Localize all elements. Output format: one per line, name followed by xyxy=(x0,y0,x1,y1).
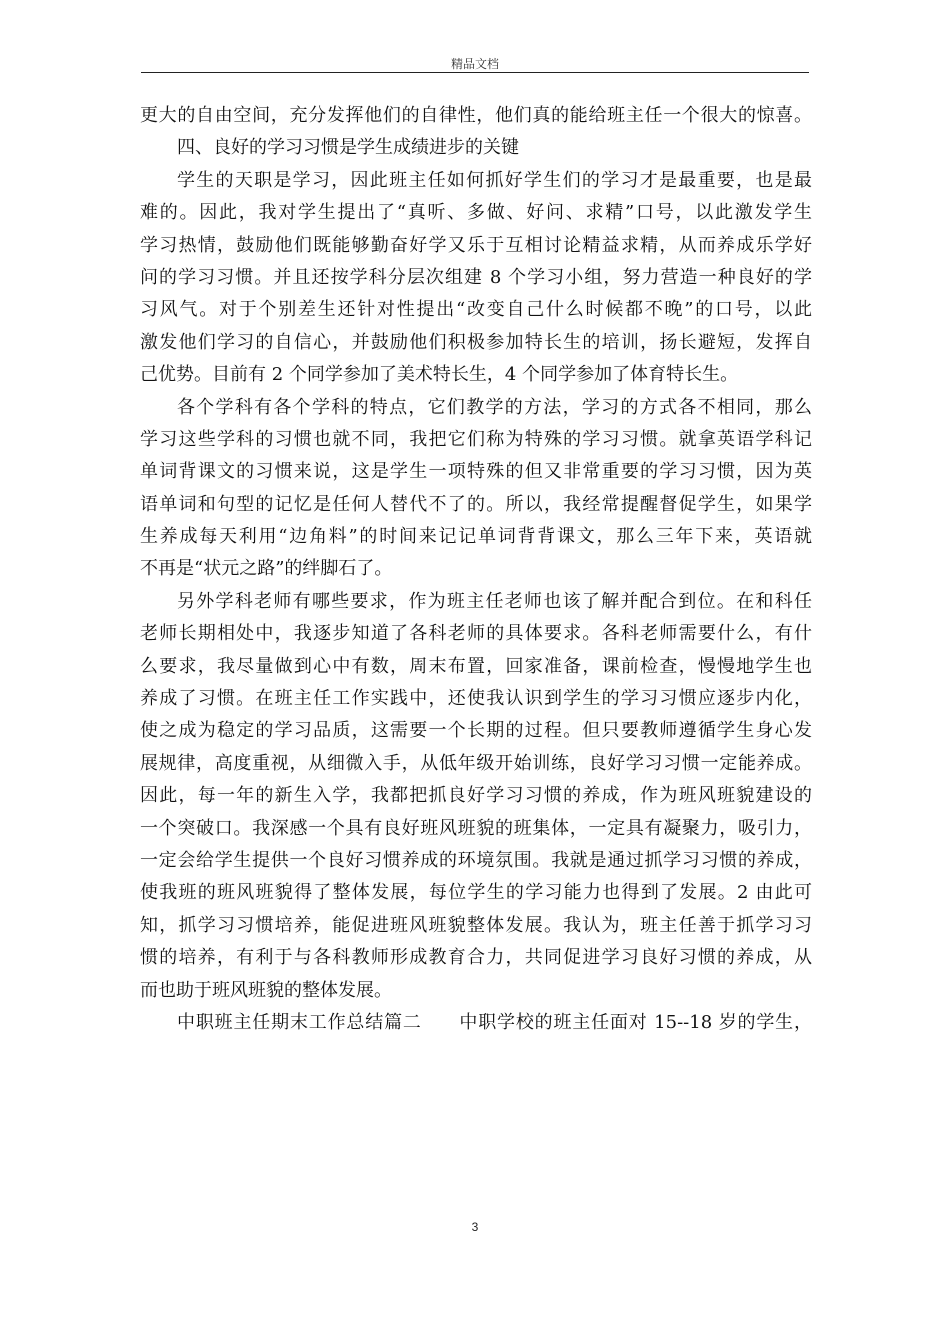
text-line: 学生的天职是学习，因此班主任如何抓好学生们的学习才是最重要，也是最 xyxy=(177,169,812,191)
text-line: 么要求，我尽量做到心中有数，周末布置，回家准备，课前检查，慢慢地学生也 xyxy=(140,655,812,677)
text-line: 难的。因此，我对学生提出了“真听、多做、好问、求精”口号，以此激发学生 xyxy=(140,202,812,224)
text-line: 一定会给学生提供一个良好习惯养成的环境氛围。我就是通过抓学习习惯的养成， xyxy=(140,849,812,871)
text-line: 惯的培养，有利于与各科教师形成教育合力，共同促进学习良好习惯的养成，从 xyxy=(140,947,812,969)
text-line: 学习热情，鼓励他们既能够勤奋好学又乐于互相讨论精益求精，从而养成乐学好 xyxy=(140,234,812,256)
page-number: 3 xyxy=(471,1220,479,1234)
text-line: 不再是“状元之路”的绊脚石了。 xyxy=(140,558,393,580)
text-line: 使我班的班风班貌得了整体发展，每位学生的学习能力也得到了发展。2 由此可 xyxy=(140,882,812,904)
section-heading: 四、良好的学习习惯是学生成绩进步的关键 xyxy=(177,137,519,159)
text-line: 单词背课文的习惯来说，这是学生一项特殊的但又非常重要的学习习惯，因为英 xyxy=(140,461,812,483)
text-line: 另外学科老师有哪些要求，作为班主任老师也该了解并配合到位。在和科任 xyxy=(177,590,812,612)
text-line: 一个突破口。我深感一个具有良好班风班貌的班集体，一定具有凝聚力，吸引力， xyxy=(140,817,812,839)
header-divider xyxy=(141,72,809,73)
text-line: 使之成为稳定的学习品质，这需要一个长期的过程。但只要教师遵循学生身心发 xyxy=(140,720,812,742)
text-line: 而也助于班风班貌的整体发展。 xyxy=(140,979,392,1001)
text-line: 中职班主任期末工作总结篇二 中职学校的班主任面对 15--18 岁的学生， xyxy=(177,1011,812,1033)
text-line: 展规律，高度重视，从细微入手，从低年级开始训练，良好学习习惯一定能养成。 xyxy=(140,752,812,774)
text-line: 养成了习惯。在班主任工作实践中，还使我认识到学生的学习习惯应逐步内化， xyxy=(140,688,812,710)
text-line: 老师长期相处中，我逐步知道了各科老师的具体要求。各科老师需要什么，有什 xyxy=(140,623,812,645)
text-line: 习风气。对于个别差生还针对性提出“改变自己什么时候都不晚”的口号，以此 xyxy=(140,299,812,321)
text-line: 激发他们学习的自信心，并鼓励他们积极参加特长生的培训，扬长避短，发挥自 xyxy=(140,331,812,353)
text-line: 学习这些学科的习惯也就不同，我把它们称为特殊的学习习惯。就拿英语学科记 xyxy=(140,428,812,450)
text-line: 更大的自由空间，充分发挥他们的自律性，他们真的能给班主任一个很大的惊喜。 xyxy=(140,105,812,126)
text-line: 因此，每一年的新生入学，我都把抓良好学习习惯的养成，作为班风班貌建设的 xyxy=(140,785,812,807)
text-line: 问的学习习惯。并且还按学科分层次组建 8 个学习小组，努力营造一种良好的学 xyxy=(140,266,812,288)
page-header-title: 精品文档 xyxy=(450,57,499,71)
text-line: 己优势。目前有 2 个同学参加了美术特长生，4 个同学参加了体育特长生。 xyxy=(140,364,739,386)
text-line: 生养成每天利用“边角料”的时间来记记单词背背课文，那么三年下来，英语就 xyxy=(140,526,812,548)
text-line: 各个学科有各个学科的特点，它们教学的方法，学习的方式各不相同，那么 xyxy=(177,396,812,418)
text-line: 知，抓学习习惯培养，能促进班风班貌整体发展。我认为，班主任善于抓学习习 xyxy=(140,914,812,936)
body-text xyxy=(140,100,812,1039)
text-line: 语单词和句型的记忆是任何人替代不了的。所以，我经常提醒督促学生，如果学 xyxy=(140,493,812,515)
